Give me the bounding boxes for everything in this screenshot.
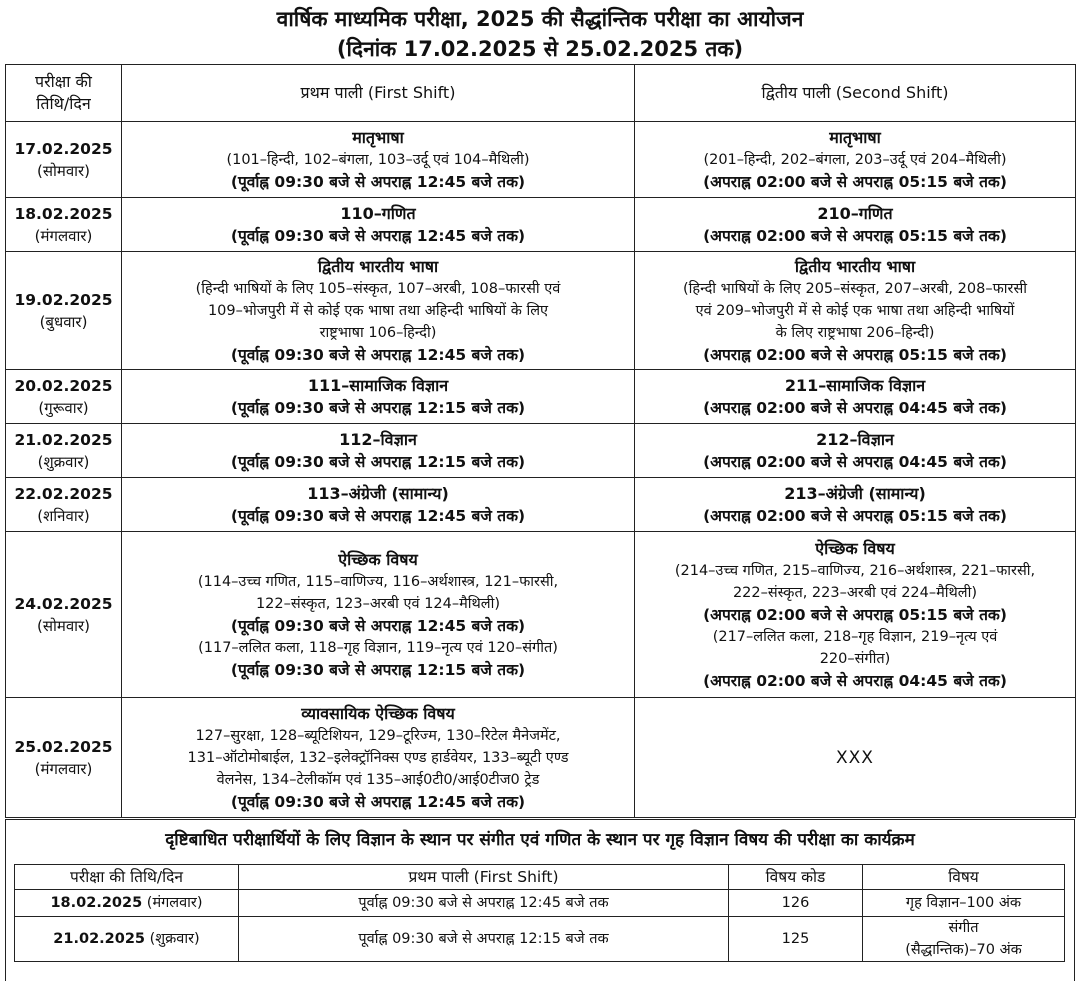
special-schedule-title: दृष्टिबाधित परीक्षार्थियों के लिए विज्ञान के स्थान पर संगीत एवं गणित के स्थान पर गृह विज्ञान विषय की परीक्षा का कार्यक्रम [165, 830, 915, 850]
exam-date: 21.02.2025 [14, 430, 113, 449]
second-shift-cell [635, 532, 1076, 698]
subject-detail-line: (117–ललित कला, 118–गृह विज्ञान, 119–नृत्य एवं 120–संगीत) [198, 639, 558, 656]
special-code-cell: 125 [729, 917, 863, 962]
subject-detail-line: 222–संस्कृत, 223–अरबी एवं 224–मैथिली) [732, 584, 978, 601]
exam-day: (गुरूवार) [38, 398, 89, 417]
exam-date: 25.02.2025 [14, 737, 113, 756]
exam-time: (पूर्वाह्न 09:30 बजे से अपराह्न 12:45 बजे तक) [230, 172, 526, 191]
special-header-row [15, 865, 1065, 890]
date-cell [6, 698, 122, 818]
exam-time: (अपराह्न 02:00 बजे से अपराह्न 04:45 बजे तक) [703, 398, 1007, 417]
exam-day: (मंगलवार) [34, 759, 93, 778]
header-date-line2: तिथि/दिन [36, 94, 91, 113]
exam-time: (अपराह्न 02:00 बजे से अपराह्न 05:15 बजे तक) [703, 226, 1007, 245]
exam-date: 20.02.2025 [14, 376, 113, 395]
exam-time: (पूर्वाह्न 09:30 बजे से अपराह्न 12:45 बजे तक) [230, 226, 526, 245]
header-date-line1: परीक्षा की [35, 72, 92, 91]
date-cell [6, 532, 122, 698]
subject-detail-line: (हिन्दी भाषियों के लिए 205–संस्कृत, 207–अरबी, 208–फारसी [683, 280, 1027, 297]
special-subject-cell [863, 917, 1065, 962]
subject-detail-line: एवं 209–भोजपुरी में से कोई एक भाषा तथा अहिन्दी भाषियों [695, 302, 1015, 319]
exam-day: (सोमवार) [36, 161, 91, 180]
exam-day: (सोमवार) [36, 616, 91, 635]
first-shift-cell [122, 424, 635, 478]
second-shift-cell [635, 424, 1076, 478]
second-shift-cell [635, 370, 1076, 424]
special-schedule-box [5, 819, 1075, 981]
date-cell [6, 198, 122, 252]
exam-day: (शुक्रवार) [149, 931, 200, 947]
special-date-cell [15, 890, 239, 917]
exam-date: 21.02.2025 [53, 931, 146, 947]
no-exam-placeholder: XXX [836, 747, 874, 768]
subject: 210–गणित [817, 203, 893, 223]
table-row [6, 370, 1076, 424]
exam-time: (अपराह्न 02:00 बजे से अपराह्न 04:45 बजे तक) [703, 671, 1007, 690]
subject: 110–गणित [340, 203, 416, 223]
subject-detail-line: (214–उच्च गणित, 215–वाणिज्य, 216–अर्थशास्त्र, 221–फारसी, [674, 562, 1036, 579]
subject-detail: (201–हिन्दी, 202–बंगला, 203–उर्दू एवं 204–मैथिली) [703, 151, 1007, 168]
date-cell [6, 370, 122, 424]
subject: 211–सामाजिक विज्ञान [784, 375, 926, 395]
exam-day: (शुक्रवार) [37, 452, 90, 471]
exam-date: 24.02.2025 [14, 594, 113, 613]
date-cell [6, 478, 122, 532]
exam-day: (मंगलवार) [34, 226, 93, 245]
first-shift-cell [122, 252, 635, 370]
header-second-shift: द्वितीय पाली (Second Shift) [635, 65, 1076, 122]
special-time-cell: पूर्वाह्न 09:30 बजे से अपराह्न 12:15 बजे तक [239, 917, 729, 962]
subject: मातृभाषा [829, 127, 881, 147]
subject: द्वितीय भारतीय भाषा [317, 256, 439, 276]
date-cell [6, 252, 122, 370]
date-cell [6, 424, 122, 478]
exam-date: 18.02.2025 [50, 895, 143, 911]
subject-detail-line: (114–उच्च गणित, 115–वाणिज्य, 116–अर्थशास्त्र, 121–फारसी, [197, 573, 559, 590]
exam-time: (अपराह्न 02:00 बजे से अपराह्न 04:45 बजे तक) [703, 452, 1007, 471]
page-subtitle: (दिनांक 17.02.2025 से 25.02.2025 तक) [336, 37, 744, 61]
second-shift-cell [635, 478, 1076, 532]
subject-detail-line: के लिए राष्ट्रभाषा 206–हिन्दी) [775, 324, 935, 341]
table-row [15, 890, 1065, 917]
special-date-cell [15, 917, 239, 962]
subject: ऐच्छिक विषय [338, 549, 418, 569]
table-row [6, 198, 1076, 252]
subject-line: संगीत [948, 920, 979, 936]
exam-time: (पूर्वाह्न 09:30 बजे से अपराह्न 12:45 बजे तक) [230, 616, 526, 635]
exam-time: (पूर्वाह्न 09:30 बजे से अपराह्न 12:45 बजे तक) [230, 506, 526, 525]
second-shift-cell [635, 252, 1076, 370]
special-schedule-table [14, 864, 1065, 962]
table-row [6, 424, 1076, 478]
table-row [6, 122, 1076, 198]
exam-day: (शनिवार) [37, 506, 90, 525]
subject: 213–अंग्रेजी (सामान्य) [784, 483, 926, 503]
special-header-shift: प्रथम पाली (First Shift) [239, 865, 729, 890]
subject-detail-line: 220–संगीत) [819, 650, 891, 667]
special-header-date: परीक्षा की तिथि/दिन [15, 865, 239, 890]
exam-date: 17.02.2025 [14, 139, 113, 158]
exam-day: (बुधवार) [39, 312, 88, 331]
exam-day: (मंगलवार) [146, 895, 203, 911]
subject-detail: (101–हिन्दी, 102–बंगला, 103–उर्दू एवं 104–मैथिली) [226, 151, 530, 168]
exam-time: (पूर्वाह्न 09:30 बजे से अपराह्न 12:15 बजे तक) [230, 660, 526, 679]
subject-detail-line: 109–भोजपुरी में से कोई एक भाषा तथा अहिन्दी भाषियों के लिए [207, 302, 549, 319]
table-row [6, 252, 1076, 370]
subject-detail-line: वेलनेस, 134–टेलीकॉम एवं 135–आई0टी0/आई0टीज0 ट्रेड [216, 771, 540, 788]
exam-date: 22.02.2025 [14, 484, 113, 503]
first-shift-cell [122, 698, 635, 818]
special-code-cell: 126 [729, 890, 863, 917]
header-date [6, 65, 122, 122]
exam-time: (पूर्वाह्न 09:30 बजे से अपराह्न 12:45 बजे तक) [230, 792, 526, 811]
date-cell [6, 122, 122, 198]
exam-time: (अपराह्न 02:00 बजे से अपराह्न 05:15 बजे तक) [703, 345, 1007, 364]
first-shift-cell [122, 122, 635, 198]
header-first-shift: प्रथम पाली (First Shift) [122, 65, 635, 122]
schedule-table [5, 64, 1076, 818]
subject-detail-line: (हिन्दी भाषियों के लिए 105–संस्कृत, 107–अरबी, 108–फारसी एवं [195, 280, 561, 297]
schedule-header-row [6, 65, 1076, 122]
exam-time: (पूर्वाह्न 09:30 बजे से अपराह्न 12:45 बजे तक) [230, 345, 526, 364]
subject-detail-line: 122–संस्कृत, 123–अरबी एवं 124–मैथिली) [255, 595, 501, 612]
table-row [6, 698, 1076, 818]
exam-date: 19.02.2025 [14, 290, 113, 309]
first-shift-cell [122, 532, 635, 698]
subject: 212–विज्ञान [816, 429, 894, 449]
subject-detail-line: 127–सुरक्षा, 128–ब्यूटिशियन, 129–टूरिज्म, 130–रिटेल मैनेजमेंट, [195, 727, 561, 744]
second-shift-cell [635, 198, 1076, 252]
subject-detail-line: 131–ऑटोमोबाईल, 132–इलेक्ट्रॉनिक्स एण्ड हार्डवेयर, 133–ब्यूटी एण्ड [187, 749, 569, 766]
exam-time: (पूर्वाह्न 09:30 बजे से अपराह्न 12:15 बजे तक) [230, 398, 526, 417]
subject: 113–अंग्रेजी (सामान्य) [307, 483, 449, 503]
subject-detail-line: राष्ट्रभाषा 106–हिन्दी) [319, 324, 437, 341]
exam-time: (पूर्वाह्न 09:30 बजे से अपराह्न 12:15 बजे तक) [230, 452, 526, 471]
special-header-subject: विषय [863, 865, 1065, 890]
table-row [6, 478, 1076, 532]
first-shift-cell [122, 198, 635, 252]
subject: द्वितीय भारतीय भाषा [794, 256, 916, 276]
subject-detail-line: (217–ललित कला, 218–गृह विज्ञान, 219–नृत्य एवं [712, 628, 998, 645]
exam-date: 18.02.2025 [14, 204, 113, 223]
special-header-code: विषय कोड [729, 865, 863, 890]
subject: 111–सामाजिक विज्ञान [307, 375, 449, 395]
second-shift-cell [635, 122, 1076, 198]
subject: ऐच्छिक विषय [815, 538, 895, 558]
special-time-cell: पूर्वाह्न 09:30 बजे से अपराह्न 12:45 बजे तक [239, 890, 729, 917]
table-row [6, 532, 1076, 698]
second-shift-cell [635, 698, 1076, 818]
exam-time: (अपराह्न 02:00 बजे से अपराह्न 05:15 बजे तक) [703, 172, 1007, 191]
first-shift-cell [122, 478, 635, 532]
subject: व्यावसायिक ऐच्छिक विषय [301, 703, 455, 723]
page-title: वार्षिक माध्यमिक परीक्षा, 2025 की सैद्धांन्तिक परीक्षा का आयोजन [276, 7, 804, 31]
subject: मातृभाषा [352, 127, 404, 147]
first-shift-cell [122, 370, 635, 424]
subject-line: (सैद्धान्तिक)–70 अंक [905, 942, 1022, 958]
table-row [15, 917, 1065, 962]
exam-time: (अपराह्न 02:00 बजे से अपराह्न 05:15 बजे तक) [703, 605, 1007, 624]
subject: 112–विज्ञान [339, 429, 417, 449]
exam-time: (अपराह्न 02:00 बजे से अपराह्न 05:15 बजे तक) [703, 506, 1007, 525]
special-subject-cell: गृह विज्ञान–100 अंक [863, 890, 1065, 917]
